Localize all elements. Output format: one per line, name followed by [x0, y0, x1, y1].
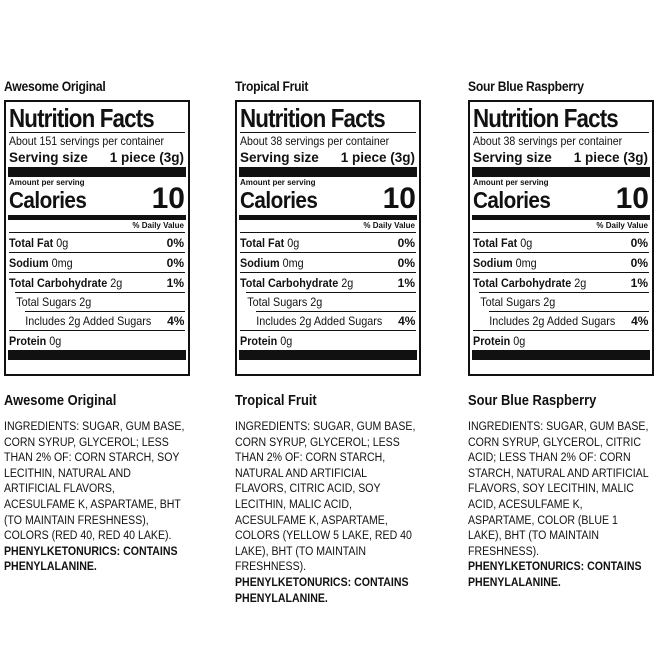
calories-label: Calories	[240, 187, 318, 213]
ingredients-text: INGREDIENTS: SUGAR, GUM BASE, CORN SYRUP, GLYCEROL; LESS THAN 2% OF: CORN STARCH, SOY LECITHIN, NATURAL AND ARTIFICIAL FLAVORS, ACESULFAME K, ASPARTAME, BHT (TO MAINTAIN FRESHNESS), COLORS (RED 40, RED 40 LAKE). PHENYLKETONURICS: CONTAINS PHENYLALANINE.	[4, 419, 185, 574]
nutrient-row-total-sugars: Total Sugars 2g	[9, 292, 185, 311]
nutrient-row-total-fat: Total Fat 0g 0%	[473, 232, 649, 252]
nutrient-row-added-sugars: Includes 2g Added Sugars 4%	[9, 311, 185, 330]
calories-value: 10	[615, 182, 649, 215]
flavor-heading: Awesome Original	[4, 79, 106, 94]
nutrition-facts-panel	[235, 100, 421, 376]
nutrient-row-total-sugars: Total Sugars 2g	[473, 292, 649, 311]
phenylketonurics-warning: PHENYLKETONURICS: CONTAINS PHENYLALANINE.	[4, 543, 178, 574]
nutrient-row-total-carbohydrate: Total Carbohydrate 2g 1%	[9, 272, 185, 292]
nutrition-facts-panel	[4, 100, 190, 376]
flavor-heading: Tropical Fruit	[235, 79, 309, 94]
calories-label: Calories	[473, 187, 551, 213]
divider-bar	[239, 167, 417, 177]
nutrient-row-total-carbohydrate: Total Carbohydrate 2g 1%	[240, 272, 416, 292]
divider-bar	[472, 167, 650, 177]
nutrition-facts-title: Nutrition Facts	[240, 103, 385, 133]
flavor-name: Awesome Original	[4, 392, 117, 409]
nutrient-row-protein: Protein 0g	[240, 330, 416, 350]
label-column-sour-blue-raspberry	[468, 78, 658, 591]
serving-size-row	[9, 149, 185, 166]
nutrition-facts-title: Nutrition Facts	[9, 103, 154, 133]
servings-per-container: About 38 servings per container	[240, 134, 390, 148]
daily-value-header: % Daily Value	[132, 221, 184, 230]
serving-size-value: 1 piece (3g)	[340, 150, 415, 165]
nutrition-facts-panel	[468, 100, 654, 376]
servings-per-container: About 151 servings per container	[9, 134, 164, 148]
servings-per-container: About 38 servings per container	[473, 134, 623, 148]
flavor-name: Tropical Fruit	[235, 392, 317, 409]
serving-size-value: 1 piece (3g)	[573, 150, 648, 165]
amount-per-serving: Amount per serving	[9, 178, 85, 187]
nutrient-row-protein: Protein 0g	[9, 330, 185, 350]
amount-per-serving: Amount per serving	[240, 178, 316, 187]
nutrient-row-added-sugars: Includes 2g Added Sugars 4%	[473, 311, 649, 330]
nutrient-row-total-fat: Total Fat 0g 0%	[240, 232, 416, 252]
flavor-heading: Sour Blue Raspberry	[468, 79, 584, 94]
nutrition-facts-title: Nutrition Facts	[473, 103, 618, 133]
calories-value: 10	[382, 182, 416, 215]
calories-label: Calories	[9, 187, 87, 213]
divider-bar	[239, 350, 417, 360]
divider-bar	[8, 167, 186, 177]
amount-per-serving: Amount per serving	[473, 178, 549, 187]
label-column-awesome-original	[4, 78, 194, 575]
serving-size-value: 1 piece (3g)	[109, 150, 184, 165]
serving-size-row	[240, 149, 416, 166]
serving-size-row	[473, 149, 649, 166]
nutrient-row-sodium: Sodium 0mg 0%	[9, 252, 185, 272]
divider-bar	[8, 350, 186, 360]
calories-value: 10	[151, 182, 185, 215]
nutrient-row-sodium: Sodium 0mg 0%	[473, 252, 649, 272]
phenylketonurics-warning: PHENYLKETONURICS: CONTAINS PHENYLALANINE.	[468, 559, 642, 589]
serving-size-label: Serving size	[240, 150, 319, 165]
label-column-tropical-fruit	[235, 78, 425, 606]
ingredients-text: INGREDIENTS: SUGAR, GUM BASE, CORN SYRUP, GLYCEROL; LESS THAN 2% OF: CORN STARCH, NATURAL AND ARTIFICIAL FLAVORS, CITRIC ACID, SOY LECITHIN, MALIC ACID, ACESULFAME K, ASPARTAME, COLORS (YELLOW 5 LAKE, RED 40 LAKE), BHT (TO MAINTAIN FRESHNESS). PHENYLKETONURICS: CONTAINS PHENYLALANINE.	[235, 419, 416, 605]
divider-bar	[472, 350, 650, 360]
nutrient-row-sodium: Sodium 0mg 0%	[240, 252, 416, 272]
nutrient-row-protein: Protein 0g	[473, 330, 649, 350]
nutrient-row-total-fat: Total Fat 0g 0%	[9, 232, 185, 252]
nutrient-row-total-carbohydrate: Total Carbohydrate 2g 1%	[473, 272, 649, 292]
daily-value-header: % Daily Value	[596, 221, 648, 230]
nutrient-row-added-sugars: Includes 2g Added Sugars 4%	[240, 311, 416, 330]
daily-value-header: % Daily Value	[363, 221, 415, 230]
nutrient-row-total-sugars: Total Sugars 2g	[240, 292, 416, 311]
serving-size-label: Serving size	[473, 150, 552, 165]
ingredients-text: INGREDIENTS: SUGAR, GUM BASE, CORN SYRUP, GLYCEROL, CITRIC ACID; LESS THAN 2% OF: CORN STARCH, NATURAL AND ARTIFICIAL FLAVORS, SOY LECITHIN, MALIC ACID, ACESULFAME K, ASPARTAME, COLOR (BLUE 1 LAKE), BHT (TO MAINTAIN FRESHNESS). PHENYLKETONURICS: CONTAINS PHENYLALANINE.	[468, 419, 649, 589]
phenylketonurics-warning: PHENYLKETONURICS: CONTAINS PHENYLALANINE.	[235, 574, 409, 605]
serving-size-label: Serving size	[9, 150, 88, 165]
flavor-name: Sour Blue Raspberry	[468, 392, 597, 409]
